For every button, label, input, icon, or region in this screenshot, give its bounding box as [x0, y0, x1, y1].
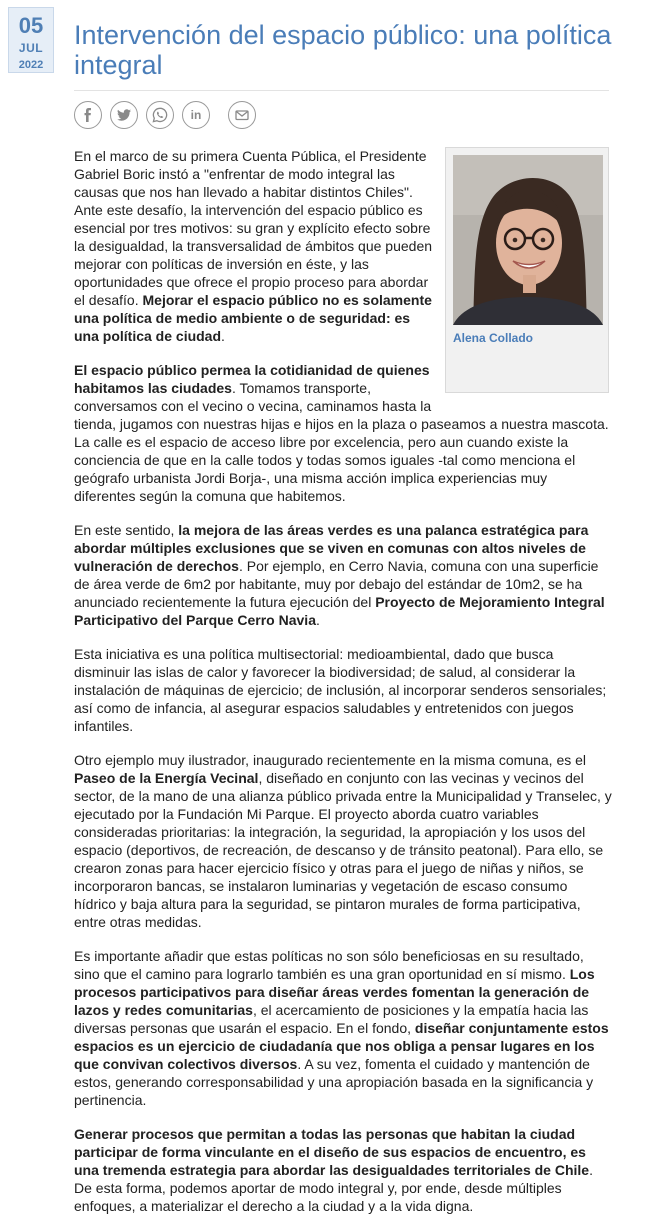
bold-text: Los procesos participativos para diseñar áreas verdes fomentan la generación de lazos y redes comunitarias: [74, 966, 595, 1018]
share-bar: [74, 101, 256, 131]
bold-text: Paseo de la Energía Vecinal: [74, 770, 259, 786]
bold-text: Proyecto de Mejoramiento Integral Participativo del Parque Cerro Navia: [74, 594, 605, 628]
title-divider: [74, 90, 609, 91]
bold-text: Generar procesos que permitan a todas las personas que habitan la ciudad participar de forma vinculante en el diseño de sus espacios de encuentro, es una tremenda estrategia para abordar las desigualdades territoriales de Chile: [74, 1126, 590, 1178]
facebook-icon: [80, 107, 96, 123]
article-paragraph: [74, 1125, 612, 1215]
paragraph-text: .: [315, 612, 320, 628]
paragraph-text: En el marco de su primera Cuenta Pública, el Presidente Gabriel Boric instó a "enfrentar de modo integral las causas que nos han llevado a habitar distintos Chiles". Ante este desafío, la intervención del espacio público es esencial por tres motivos: su gran y explícito efecto sobre la desigualdad, la transversalidad de ámbitos que pueden mejorar con políticas de inversión en éste, y las oportunidades que ofrece el propio proceso para abordar el desafío.: [74, 148, 433, 308]
twitter-icon: [116, 107, 132, 123]
bold-text: diseñar conjuntamente estos espacios es un ejercicio de ciudadanía que nos obliga a pensar lugares en los que convivan colectivos diversos: [74, 1020, 609, 1072]
date-day: 05: [18, 13, 44, 38]
whatsapp-share-button[interactable]: [146, 101, 174, 129]
paragraph-text: . De esta forma, podemos aportar de modo integral y, por ende, desde múltiples enfoques, a materializar el derecho a la ciudad y a la vida digna.: [74, 1162, 593, 1214]
date-badge: [8, 7, 54, 73]
paragraph-text: , diseñado en conjunto con las vecinas y vecinos del sector, de la mano de una alianza público privada entre la Municipalidad y Transelec, y ejecutado por la Fundación Mi Parque. El proyecto aborda cuatro variables consideradas prioritarias: la integración, la seguridad, la apropiación y los usos del espacio (deportivos, de recreación, de descanso y de tránsito peatonal). Para ello, se crearon zonas para hacer ejercicio físico y otras para el juego de niñas y niños, se incorporaron bancas, se instalaron luminarias y vegetación de escaso consumo hídrico y baja altura para la seguridad, se pintaron murales de forma participativa, entre otras medidas.: [74, 770, 612, 930]
linkedin-share-button[interactable]: [182, 101, 210, 129]
mail-icon: [234, 107, 250, 123]
paragraph-text: Es importante añadir que estas políticas no son sólo beneficiosas en su resultado, sino que el camino para lograrlo también es una gran oportunidad en sí mismo.: [74, 948, 584, 982]
paragraph-text: , el acercamiento de posiciones y la empatía hacia las diversas personas que usarán el espacio. En el fondo,: [74, 1002, 589, 1036]
article-body: [74, 147, 612, 1231]
date-month: JUL: [18, 41, 44, 55]
whatsapp-icon: [152, 107, 168, 123]
paragraph-text: . Por ejemplo, en Cerro Navia, comuna con una superficie de área verde de 6m2 por habitante, muy por debajo del estándar de 10m2, se ha anunciado recientemente la futura ejecución del: [74, 558, 599, 610]
paragraph-text: .: [221, 328, 225, 344]
author-name: Alena Collado: [453, 331, 534, 345]
date-year: 2022: [18, 59, 44, 71]
article-paragraph: [74, 521, 612, 629]
bold-text: la mejora de las áreas verdes es una palanca estratégica para abordar múltiples exclusiones que se viven en comunas con altos niveles de vulneración de derechos: [74, 522, 589, 574]
twitter-share-button[interactable]: [110, 101, 138, 129]
bold-text: El espacio público permea la cotidianidad de quienes habitamos las ciudades: [74, 362, 430, 396]
article-paragraph: [74, 751, 612, 931]
paragraph-text: . A su vez, fomenta el cuidado y mantención de estos, generando corresponsabilidad y una apropiación basada en la significancia y pertinencia.: [74, 1056, 594, 1108]
linkedin-icon: in: [190, 108, 202, 122]
facebook-share-button[interactable]: [74, 101, 102, 129]
paragraph-text: En este sentido,: [74, 522, 179, 538]
photo-float-spacer: [434, 147, 612, 400]
bold-text: Mejorar el espacio público no es solamente una política de medio ambiente o de seguridad: es una política de ciudad: [74, 292, 432, 344]
article-paragraph: [74, 947, 612, 1109]
email-share-button[interactable]: [228, 101, 256, 129]
paragraph-text: Otro ejemplo muy ilustrador, inaugurado recientemente en la misma comuna, es el: [74, 752, 587, 768]
paragraph-text: Esta iniciativa es una política multisectorial: medioambiental, dado que busca disminuir las islas de calor y favorecer la biodiversidad; de salud, al considerar la instalación de máquinas de ejercicio; de inclusión, al incorporar senderos sensoriales; así como de infancia, al asegurar espacios saludables y entretenidos con juegos infantiles.: [74, 646, 607, 734]
article-paragraph: [74, 645, 612, 735]
article-title: Intervención del espacio público: una política integral: [74, 20, 612, 80]
paragraph-text: . Tomamos transporte, conversamos con el vecino o vecina, caminamos hasta la tienda, jugamos con nuestras hijas e hijos en la plaza o paseamos a nuestra mascota. La calle es el espacio de acceso libre por excelencia, pero aun cuando existe la conciencia de que en la calle todos y todas somos iguales -tal como menciona el geógrafo urbanista Jordi Borja-, una misma acción implica experiencias muy diferentes según la comuna que habitemos.: [74, 380, 609, 504]
